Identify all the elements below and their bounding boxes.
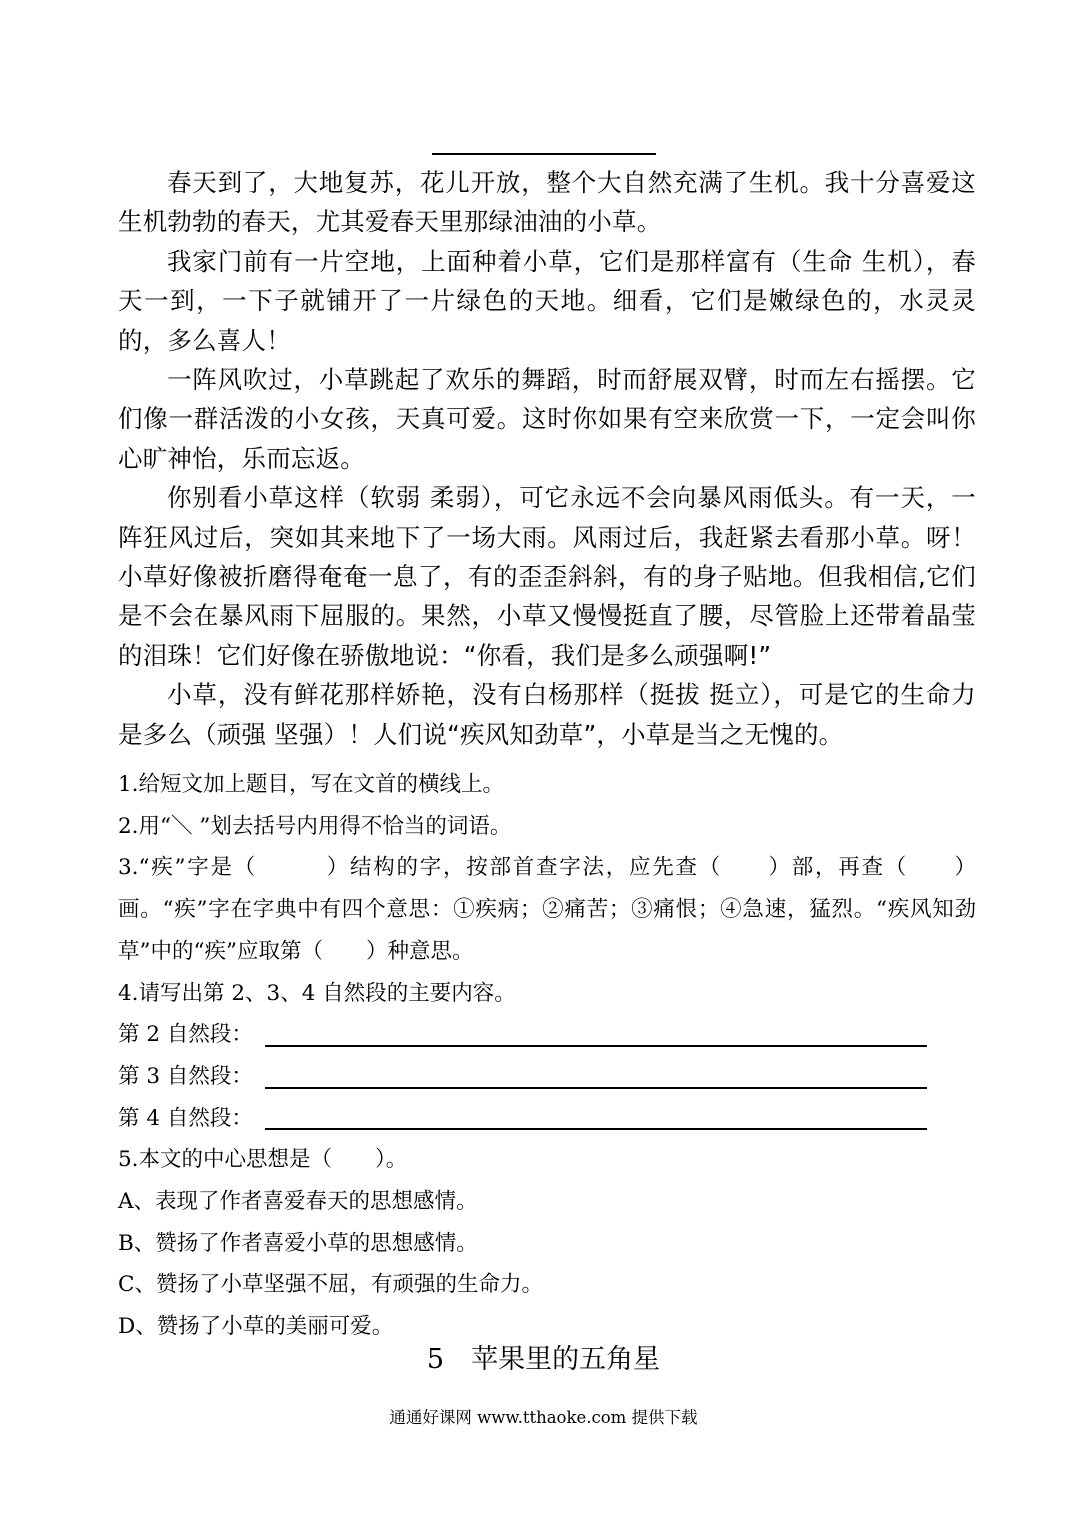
passage-paragraph-2: 我家门前有一片空地，上面种着小草，它们是那样富有（生命 生机），春天一到，一下子就铺开了一片绿色的天地。细看，它们是嫩绿色的，水灵灵的，多么喜人！ [118, 246, 976, 355]
answer-blank-line[interactable] [265, 1060, 927, 1089]
reading-passage [118, 163, 976, 754]
question-4: 4.请写出第 2、3、4 自然段的主要内容。 [118, 980, 516, 1006]
title-blank-line [432, 153, 656, 155]
answer-label: 第 3 自然段： [118, 1063, 253, 1089]
answer-row-paragraph-2 [118, 1014, 976, 1056]
answer-label: 第 2 自然段： [118, 1022, 253, 1048]
answer-row-paragraph-3 [118, 1056, 976, 1098]
question-2: 2.用“＼ ”划去括号内用得不恰当的词语。 [118, 813, 512, 839]
question-3: 3.“疾”字是（ ）结构的字，按部首查字法，应先查（ ）部，再查（ ）画。“疾”字在字典中有四个意思：①疾病；②痛苦；③痛恨；④急速，猛烈。“疾风知劲草”中的“疾”应取第（ ）种意思。 [118, 855, 976, 964]
answer-blank-line[interactable] [265, 1101, 927, 1130]
passage-paragraph-3: 一阵风吹过，小草跳起了欢乐的舞蹈，时而舒展双臂，时而左右摇摆。它们像一群活泼的小女孩，天真可爱。这时你如果有空来欣赏一下，一定会叫你心旷神怡，乐而忘返。 [118, 365, 976, 473]
answer-label: 第 4 自然段： [118, 1105, 253, 1131]
option-b: B、赞扬了作者喜爱小草的思想感情。 [118, 1230, 478, 1256]
next-lesson-title: 5 苹果里的五角星 [426, 1344, 661, 1375]
answer-row-paragraph-4 [118, 1098, 976, 1140]
passage-paragraph-4: 你别看小草这样（软弱 柔弱），可它永远不会向暴风雨低头。有一天，一阵狂风过后，突如其来地下了一场大雨。风雨过后，我赶紧去看那小草。呀！小草好像被折磨得奄奄一息了，有的歪歪斜斜，有的身子贴地。但我相信,它们是不会在暴风雨下屈服的。果然，小草又慢慢挺直了腰，尽管脸上还带着晶莹的泪珠！它们好像在骄傲地说：“你看，我们是多么顽强啊!” [118, 483, 976, 670]
question-5: 5.本文的中心思想是（ ）。 [118, 1147, 408, 1173]
questions-section [118, 764, 976, 1348]
option-c: C、赞扬了小草坚强不屈，有顽强的生命力。 [118, 1272, 543, 1298]
passage-paragraph-1: 春天到了，大地复苏，花儿开放，整个大自然充满了生机。我十分喜爱这生机勃勃的春天，尤其爱春天里那绿油油的小草。 [118, 168, 976, 237]
page-footer: 通通好课网 www.tthaoke.com 提供下载 [389, 1408, 698, 1427]
question-1: 1.给短文加上题目，写在文首的横线上。 [118, 772, 505, 797]
answer-blank-line[interactable] [265, 1018, 927, 1047]
passage-paragraph-5: 小草，没有鲜花那样娇艳，没有白杨那样（挺拔 挺立），可是它的生命力是多么（顽强 坚强）！人们说“疾风知劲草”，小草是当之无愧的。 [118, 680, 976, 749]
option-a: A、表现了作者喜爱春天的思想感情。 [118, 1188, 478, 1214]
option-d: D、赞扬了小草的美丽可爱。 [118, 1314, 394, 1340]
